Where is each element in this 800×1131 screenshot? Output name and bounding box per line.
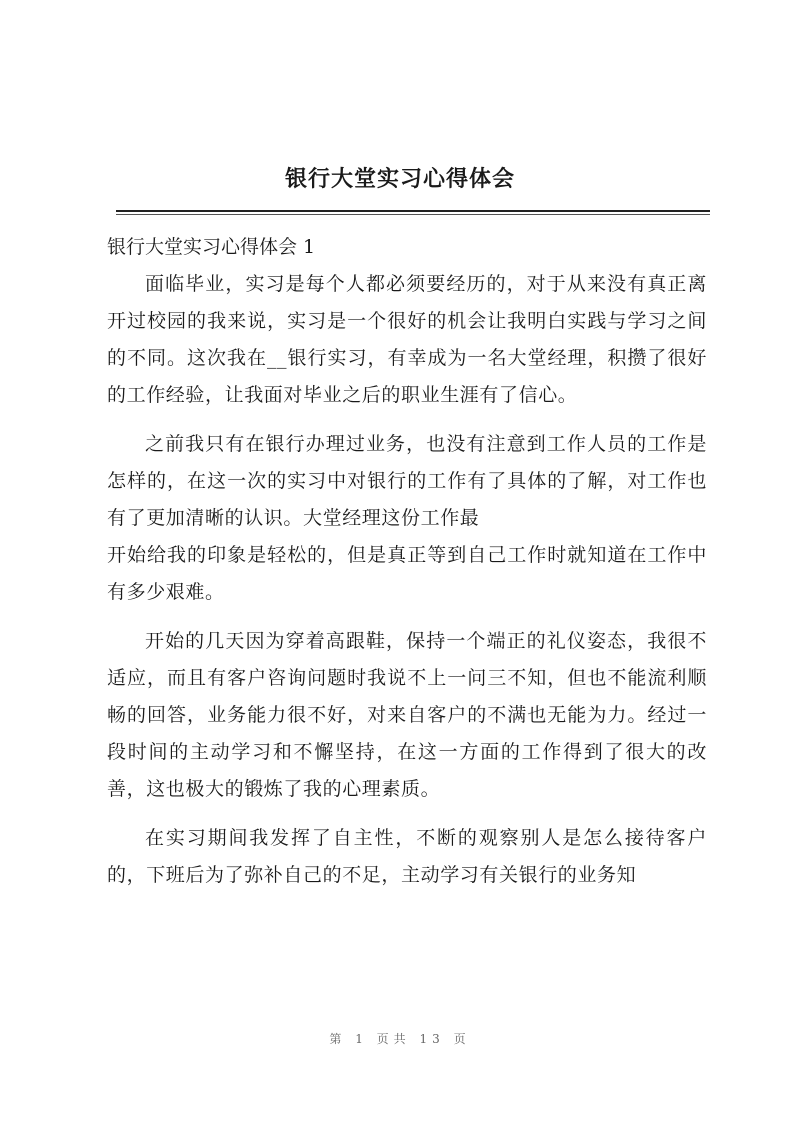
paragraph-1: 面临毕业，实习是每个人都必须要经历的，对于从来没有真正离开过校园的我来说，实习是一个很好的机会让我明白实践与学习之间的不同。这次我在__银行实习，有幸成为一名大堂经理，积攒了很好的工作经验，让我面对毕业之后的职业生涯有了信心。 [107,273,707,406]
page-number-footer: 第 1 页共 13 页 [329,1032,471,1046]
paragraph-4: 在实习期间我发挥了自主性，不断的观察别人是怎么接待客户的，下班后为了弥补自己的不足，主动学习有关银行的业务知 [107,827,707,886]
document-body [107,229,707,906]
section-heading: 银行大堂实习心得体会 1 [107,236,316,258]
paragraph-2: 之前我只有在银行办理过业务，也没有注意到工作人员的工作是怎样的，在这一次的实习中对银行的工作有了具体的了解，对工作也有了更加清晰的认识。大堂经理这份工作最 [107,433,707,529]
title-divider-thin [116,214,710,215]
paragraph-2-continuation: 开始给我的印象是轻松的，但是真正等到自己工作时就知道在工作中有多少艰难。 [107,544,707,603]
document-title: 银行大堂实习心得体会 [284,166,515,192]
paragraph-3: 开始的几天因为穿着高跟鞋，保持一个端正的礼仪姿态，我很不适应，而且有客户咨询问题时我说不上一问三不知，但也不能流利顺畅的回答，业务能力很不好，对来自客户的不满也无能为力。经过一段时间的主动学习和不懈坚持，在这一方面的工作得到了很大的改善，这也极大的锻炼了我的心理素质。 [107,630,707,800]
title-divider [116,210,710,212]
